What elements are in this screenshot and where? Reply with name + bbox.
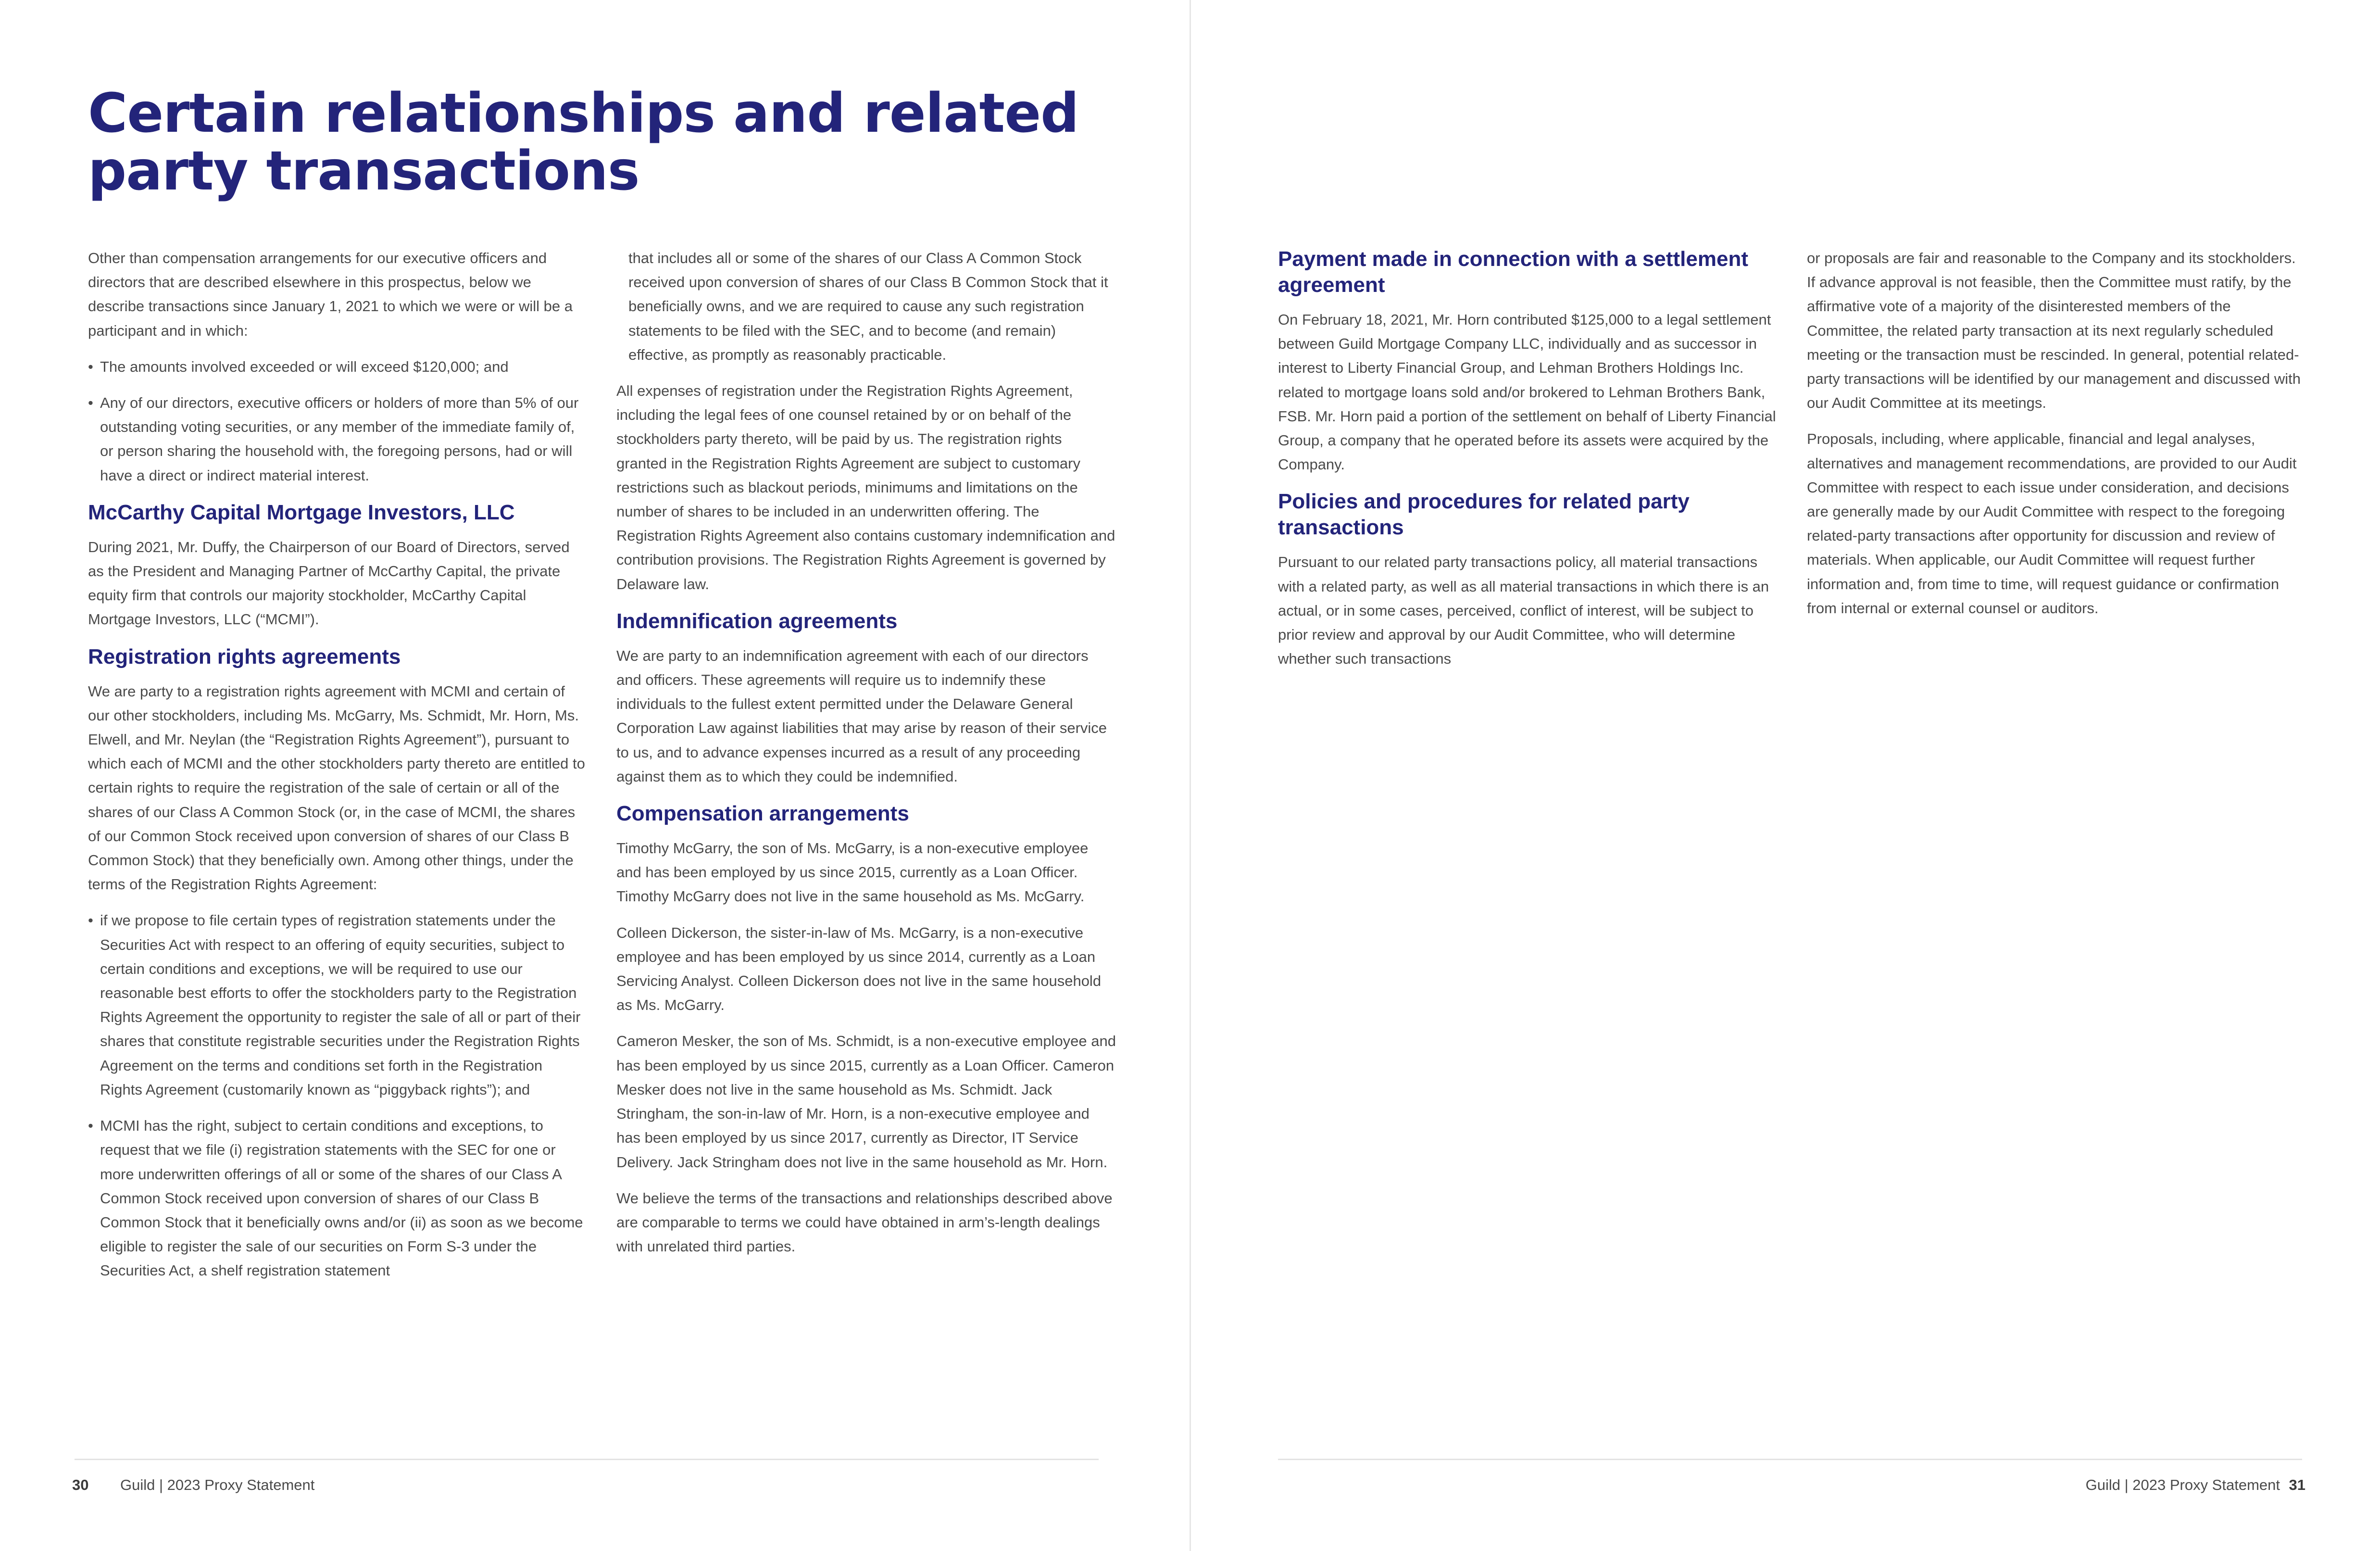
section-heading-mccarthy: McCarthy Capital Mortgage Investors, LLC [88,500,515,524]
column-1 [88,246,588,1295]
indemnification-paragraph: We are party to an indemnification agreement with each of our directors and officers. These agreements will require us to indemnify these individuals to the fullest extent permitted under the Delaware General Corporation Law against liabilities that may arise by reason of their service to us, and to advance expenses incurred as a result of any proceeding against them as to which they could be indemnified. [616,647,1107,785]
column-2 [616,246,1116,1271]
publication-name-right: Guild | 2023 Proxy Statement [2085,1476,2280,1493]
cameron-paragraph: Cameron Mesker, the son of Ms. Schmidt, is a non-executive employee and has been employed by us since 2015, currently as a Loan Officer. Cameron Mesker does not live in the same household as Ms. Schmidt. Jack Stringham, the son-in-law of Mr. Horn, is a non-executive employee and has been employed by us since 2017, currently as Director, IT Service Delivery. Jack Stringham does not live in the same household as Mr. Horn. [616,1033,1116,1171]
column-3 [1278,246,1778,683]
intro-paragraph: Other than compensation arrangements for our executive officers and directors that are described elsewhere in this prospectus, below we describe transactions since January 1, 2021 to which we were or will be a participant and in which: [88,250,573,339]
mccarthy-paragraph: During 2021, Mr. Duffy, the Chairperson of our Board of Directors, served as the President and Managing Partner of McCarthy Capital, the private equity firm that controls our majority stockholder, McCarthy Capital Mortgage Investors, LLC (“MCMI”). [88,538,570,628]
section-heading-registration-rights: Registration rights agreements [88,644,401,668]
page-number-right: 31 [2289,1476,2305,1493]
page-title [88,82,1098,202]
section-heading-indemnification: Indemnification agreements [616,609,898,633]
list-item: • MCMI has the right, subject to certain conditions and exceptions, to request that we file (i) registration statements with the SEC for one or more underwritten offerings of all or some of the shares of our Class A Common Stock received upon conversion of shares of our Class B Common Stock that it beneficially owns and/or (ii) as soon as we become eligible to register the sale of our securities on Form S-3 under the Securities Act, a shelf registration statement [88,1114,588,1283]
section-heading-compensation: Compensation arrangements [616,802,909,826]
section-heading-policies: Policies and procedures for related party transactions [1278,490,1690,540]
settlement-payment-paragraph: On February 18, 2021, Mr. Horn contributed $125,000 to a legal settlement between Guild Mortgage Company LLC, individually and as successor in interest to Liberty Financial Group, and Lehman Brothers Holdings Inc. related to mortgage loans sold and/or brokered to Lehman Brothers Bank, FSB. Mr. Horn paid a portion of the settlement on behalf of Liberty Financial Group, a company that he operated before its assets were acquired by the Company. [1278,311,1776,473]
page-title-line-1: Certain relationships and related [88,82,1079,145]
list-item: • Any of our directors, executive officers or holders of more than 5% of our outstanding voting securities, or any member of the immediate family of, or person sharing the household with, the foregoing persons, had or will have a direct or indirect material interest. [88,391,588,488]
colleen-paragraph: Colleen Dickerson, the sister-in-law of Ms. McGarry, is a non-executive employee and has been employed by us since 2014, currently as a Loan Servicing Analyst. Colleen Dickerson does not live in the same household as Ms. McGarry. [616,924,1102,1014]
registration-expenses-paragraph: All expenses of registration under the Registration Rights Agreement, including the legal fees of one counsel retained by or on behalf of the stockholders party thereto, will be paid by us. The registration rights granted in the Registration Rights Agreement are subject to customary restrictions such as blackout periods, minimums and limitations on the number of shares to be included in an underwritten offering. The Registration Rights Agreement also contains customary indemnification and contribution provisions. The Registration Rights Agreement is governed by Delaware law. [616,382,1115,593]
belief-paragraph: We believe the terms of the transactions and relationships described above are comparable to terms we could have obtained in arm’s-length dealings with unrelated third parties. [616,1189,1113,1255]
list-item: • if we propose to file certain types of registration statements under the Securities Act with respect to an offering of equity securities, subject to certain conditions and exceptions, we will be required to use our reasonable best efforts to offer the stockholders party to the Registration Rights Agreement the opportunity to register the sale of all or part of their shares that constitute registrable securities under the Registration Rights Agreement on the terms and conditions set forth in the Registration Rights Agreement (customarily known as “piggyback rights”); and [88,908,588,1102]
page-title-line-2: party transactions [88,140,639,202]
footer-divider-right [1278,1459,2302,1460]
registration-rights-paragraph: We are party to a registration rights agreement with MCMI and certain of our other stockholders, including Ms. McGarry, Ms. Schmidt, Mr. Horn, Ms. Elwell, and Mr. Neylan (the “Registration Rights Agreement”), pursuant to which each of MCMI and the other stockholders party thereto are entitled to certain rights to require the registration of the sale of certain or all of the shares of our Class A Common Stock (or, in the case of MCMI, the shares of our Common Stock received upon conversion of shares of our Class B Common Stock) that they beneficially own. Among other things, under the terms of the Registration Rights Agreement: [88,682,585,893]
page-spread-divider [1190,0,1191,1551]
column-4 [1807,246,2307,632]
registration-rights-list [88,908,588,1283]
footer-divider-left [75,1459,1099,1460]
list-item-continuation: that includes all or some of the shares of our Class A Common Stock received upon conversion of shares of our Class B Common Stock that it beneficially owns, and we are required to cause any such registration statements to be filed with the SEC, and to become (and remain) effective, as promptly as reasonably practicable. [628,250,1108,363]
policies-continuation-paragraph: or proposals are fair and reasonable to the Company and its stockholders. If advance approval is not feasible, then the Committee must ratify, by the affirmative vote of a majority of the disinterested members of the Committee, the related party transaction at its next regularly scheduled meeting or the transaction must be rescinded. In general, potential related-party transactions will be identified by our management and discussed with our Audit Committee at its meetings. [1807,250,2301,412]
section-heading-settlement-payment: Payment made in connection with a settlement agreement [1278,247,1748,297]
policies-paragraph: Pursuant to our related party transactions policy, all material transactions with a related party, as well as all material transactions in which there is an actual, or in some cases, perceived, conflict of interest, will be subject to prior review and approval by our Audit Committee, who will determine whether such transactions [1278,554,1769,668]
criteria-list [88,355,588,488]
page-number-left: 30 [72,1476,89,1493]
list-item: • The amounts involved exceeded or will exceed $120,000; and [88,355,588,379]
publication-name-left: Guild | 2023 Proxy Statement [120,1476,315,1493]
proposals-paragraph: Proposals, including, where applicable, financial and legal analyses, alternatives and management recommendations, are provided to our Audit Committee with respect to each issue under consideration, and decisions are generally made by our Audit Committee with respect to the foregoing related-party transactions after opportunity for discussion and review of materials. When applicable, our Audit Committee will request further information and, from time to time, will request guidance or confirmation from internal or external counsel or auditors. [1807,430,2297,617]
timothy-paragraph: Timothy McGarry, the son of Ms. McGarry, is a non-executive employee and has been employed by us since 2015, currently as a Loan Officer. Timothy McGarry does not live in the same household as Ms. McGarry. [616,840,1089,905]
